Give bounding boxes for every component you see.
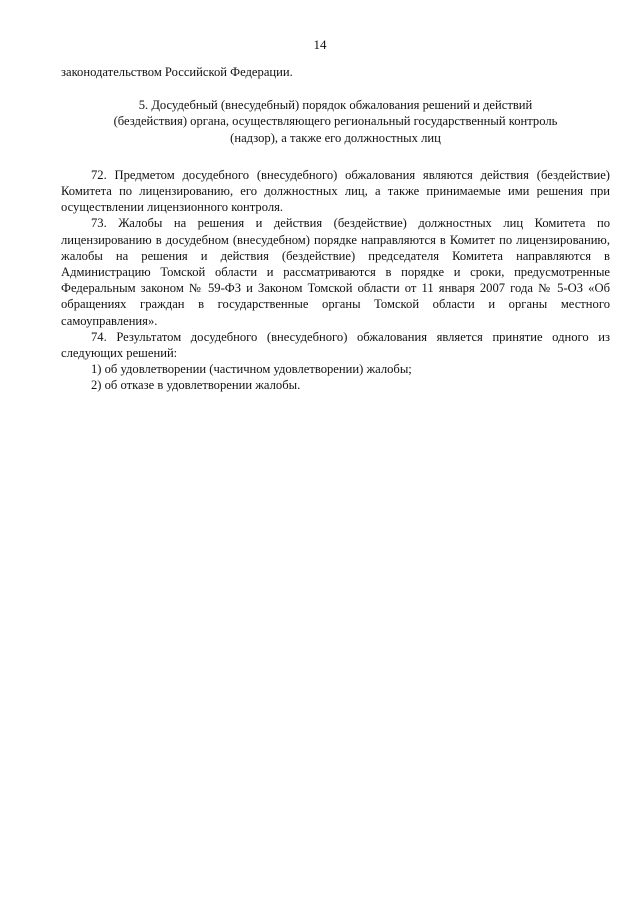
section-heading-line: (бездействия) органа, осуществляющего региональный государственный контроль	[113, 114, 558, 129]
section-heading-line: 5. Досудебный (внесудебный) порядок обжалования решений и действий	[138, 98, 533, 113]
list-item: 1) об удовлетворении (частичном удовлетворении) жалобы;	[91, 362, 412, 377]
paragraph-72: 72. Предметом досудебного (внесудебного) обжалования являются действия (бездействие) Комитета по лицензированию, его должностных лиц, а также принимаемые ими решения при осуществлении лицензионного контроля.	[61, 167, 610, 215]
paragraph-73: 73. Жалобы на решения и действия (бездействие) должностных лиц Комитета по лицензированию в досудебном (внесудебном) порядке направляются в Комитет по лицензированию, жалобы на решения и действия (бездействие) председателя Комитета направляются в Администрацию Томской области и рассматриваются в порядке и сроки, предусмотренные Федеральным законом № 59-ФЗ и Законом Томской области от 11 января 2007 года № 5-ОЗ «Об обращениях граждан в государственные органы Томской области и органы местного самоуправления».	[61, 216, 610, 328]
page-number: 14	[313, 37, 327, 52]
continuation-text: законодательством Российской Федерации.	[61, 65, 293, 79]
section-heading-line: (надзор), а также его должностных лиц	[230, 130, 441, 145]
document-body	[61, 64, 610, 394]
section-heading	[61, 97, 610, 146]
paragraph-74: 74. Результатом досудебного (внесудебного) обжалования является принятие одного из следующих решений:	[61, 329, 610, 361]
list-item: 2) об отказе в удовлетворении жалобы.	[91, 378, 301, 393]
